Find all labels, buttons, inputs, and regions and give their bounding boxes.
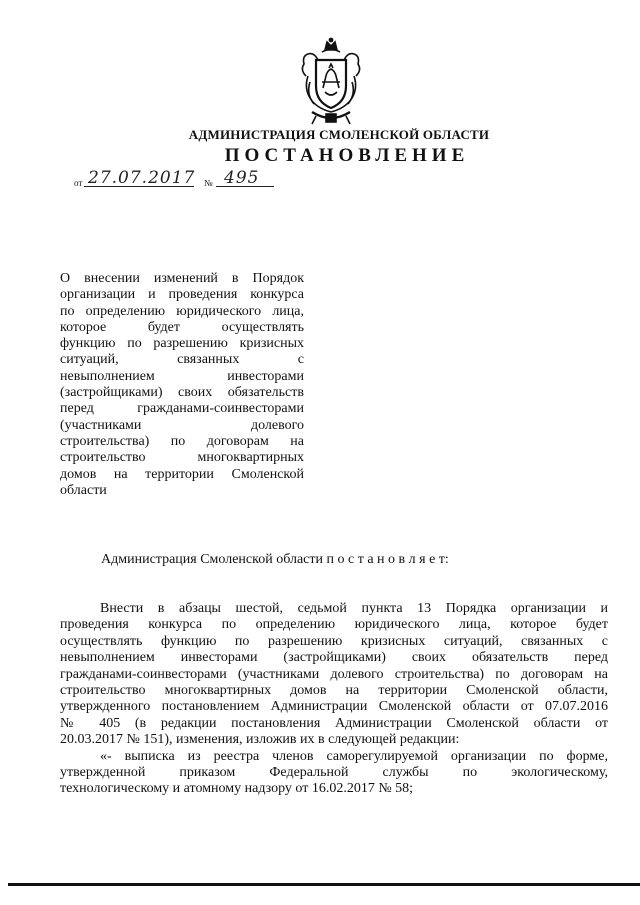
title-line: строительства) по договорам на — [60, 433, 304, 449]
title-line: О внесении изменений в Порядок — [60, 271, 304, 286]
title-line: по определению юридического лица, — [60, 303, 304, 319]
title-line: ситуаций, связанных с — [60, 352, 304, 368]
organization-name: АДМИНИСТРАЦИЯ СМОЛЕНСКОЙ ОБЛАСТИ — [188, 127, 490, 142]
date-number-line — [74, 168, 314, 192]
document-title — [60, 271, 304, 499]
coat-of-arms-emblem — [296, 36, 366, 128]
body-line: Внести в абзацы шестой, седьмой пункта 13 Порядка организации и — [100, 601, 608, 616]
body-line: строительство многоквартирных домов на территории Смоленской области, — [60, 683, 608, 699]
title-line: строительство многоквартирных — [60, 450, 304, 466]
body-line: утвержденной приказом Федеральной службы по экологическому, — [60, 765, 608, 781]
title-line: перед гражданами-соинвесторами — [60, 401, 304, 417]
title-line: функцию по разрешению кризисных — [60, 336, 304, 352]
title-line: домов на территории Смоленской — [60, 466, 304, 482]
body-line: осуществлять функцию по разрешению кризисных ситуаций, связанных с — [60, 633, 608, 649]
title-line: области — [60, 482, 107, 498]
body-line: № 405 (в редакции постановления Администрации Смоленской области от — [60, 715, 608, 731]
resolution-body — [60, 601, 608, 798]
number-prefix: № — [204, 178, 213, 188]
title-line: невыполнением инвесторами — [60, 368, 304, 384]
date-prefix: от — [74, 178, 83, 188]
body-line: утвержденного постановлением Администрации Смоленской области от 07.07.2016 — [60, 699, 608, 715]
resolution-intro: Администрация Смоленской области п о с т а н о в л я е т: — [101, 552, 449, 567]
body-line: 20.03.2017 № 151), изменения, изложив их в следующей редакции: — [60, 732, 460, 748]
title-line: которое будет осуществлять — [60, 319, 304, 335]
handwritten-number: 495 — [224, 168, 260, 188]
body-line: гражданами-соинвесторами (участниками долевого строительства) по договорам на — [60, 666, 608, 682]
handwritten-date: 27.07.2017 — [88, 168, 196, 188]
title-line: (участниками долевого — [60, 417, 304, 433]
title-line: (застройщиками) своих обязательств — [60, 385, 304, 401]
body-line: проведения конкурса по определению юридического лица, которое будет — [60, 617, 608, 633]
body-line: невыполнением инвесторами (застройщиками) своих обязательств перед — [60, 650, 608, 666]
body-line: технологическому и атомному надзору от 16.02.2017 № 58; — [60, 781, 414, 797]
body-line: «- выписка из реестра членов саморегулируемой организации по форме, — [100, 748, 608, 764]
bottom-rule — [8, 883, 640, 886]
title-line: организации и проведения конкурса — [60, 287, 304, 303]
document-type: ПОСТАНОВЛЕНИЕ — [224, 145, 470, 166]
